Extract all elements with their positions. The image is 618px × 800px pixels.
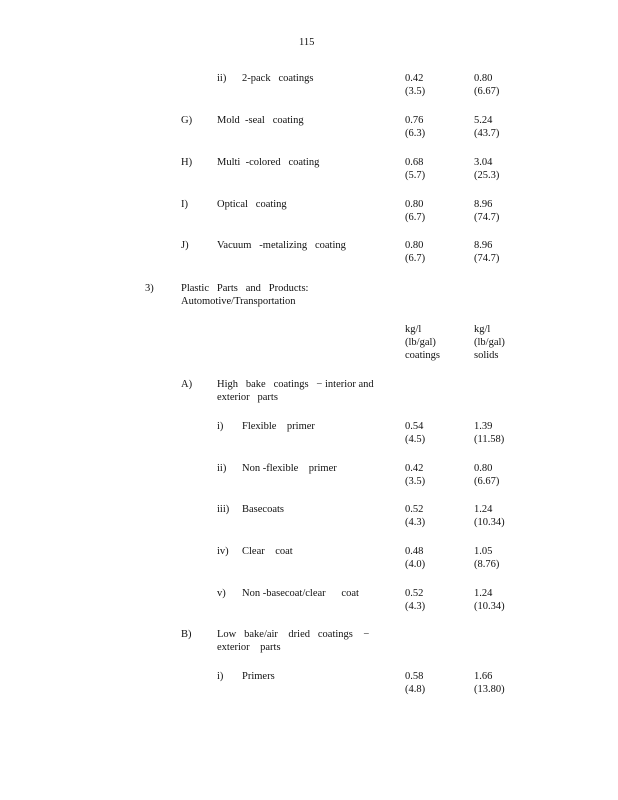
solids-kg: 1.05 [474, 546, 493, 557]
row-label: Primers [242, 671, 275, 682]
row-label: Basecoats [242, 504, 284, 515]
coatings-kg: 0.58 [405, 671, 424, 682]
solids-kg: 1.24 [474, 504, 493, 515]
header-line: solids [474, 350, 499, 361]
coatings-kg: 0.48 [405, 546, 424, 557]
row-marker: I) [181, 199, 188, 210]
coatings-kg: 0.52 [405, 504, 424, 515]
row-marker: J) [181, 240, 189, 251]
coatings-lb: (4.8) [405, 684, 426, 695]
solids-kg: 1.39 [474, 421, 493, 432]
row-marker: G) [181, 115, 193, 126]
coatings-lb: (6.3) [405, 128, 426, 139]
solids-kg: 3.04 [474, 157, 493, 168]
coatings-kg: 0.76 [405, 115, 424, 126]
row-label: Flexible primer [242, 421, 315, 432]
solids-lb: (25.3) [474, 170, 500, 181]
row-marker: i) [217, 421, 224, 432]
row-label: Non -flexible primer [242, 463, 337, 474]
coatings-lb: (6.7) [405, 212, 426, 223]
coatings-lb: (4.3) [405, 601, 426, 612]
row-marker: v) [217, 588, 226, 599]
solids-lb: (10.34) [474, 517, 505, 528]
header-line: kg/l [474, 324, 491, 335]
group-title-line1: Low bake/air dried coatings − [217, 629, 370, 640]
group-marker: B) [181, 629, 192, 640]
row-label: Multi -colored coating [217, 157, 320, 168]
solids-lb: (11.58) [474, 434, 505, 445]
coatings-kg: 0.42 [405, 463, 424, 474]
coatings-lb: (6.7) [405, 253, 426, 264]
solids-kg: 1.66 [474, 671, 493, 682]
header-line: kg/l [405, 324, 422, 335]
group-marker: A) [181, 379, 193, 390]
solids-lb: (74.7) [474, 253, 500, 264]
solids-kg: 1.24 [474, 588, 493, 599]
row-marker: i) [217, 671, 224, 682]
row-marker: iv) [217, 546, 229, 557]
solids-lb: (43.7) [474, 128, 500, 139]
solids-lb: (10.34) [474, 601, 505, 612]
row-label: Vacuum -metalizing coating [217, 240, 346, 251]
row-marker: iii) [217, 504, 230, 515]
header-line: (lb/gal) [474, 337, 505, 348]
solids-lb: (6.67) [474, 86, 500, 97]
solids-lb: (8.76) [474, 559, 500, 570]
row-label: 2-pack coatings [242, 73, 314, 84]
coatings-lb: (4.5) [405, 434, 426, 445]
solids-kg: 0.80 [474, 73, 493, 84]
coatings-lb: (3.5) [405, 86, 426, 97]
coatings-lb: (5.7) [405, 170, 426, 181]
row-label: Clear coat [242, 546, 293, 557]
coatings-kg: 0.80 [405, 199, 424, 210]
row-marker: H) [181, 157, 193, 168]
coatings-kg: 0.80 [405, 240, 424, 251]
row-marker: ii) [217, 73, 227, 84]
section-number: 3) [145, 283, 154, 294]
page-number: 115 [299, 37, 315, 48]
coatings-lb: (3.5) [405, 476, 426, 487]
solids-kg: 8.96 [474, 240, 493, 251]
solids-lb: (74.7) [474, 212, 500, 223]
row-marker: ii) [217, 463, 227, 474]
group-title-line2: exterior parts [217, 642, 281, 653]
coatings-kg: 0.54 [405, 421, 424, 432]
header-line: (lb/gal) [405, 337, 436, 348]
header-line: coatings [405, 350, 440, 361]
coatings-kg: 0.52 [405, 588, 424, 599]
row-label: Optical coating [217, 199, 287, 210]
group-title-line2: exterior parts [217, 392, 278, 403]
solids-kg: 5.24 [474, 115, 493, 126]
section-title-line2: Automotive/Transportation [181, 296, 296, 307]
group-title-line1: High bake coatings − interior and [217, 379, 374, 390]
coatings-kg: 0.42 [405, 73, 424, 84]
coatings-kg: 0.68 [405, 157, 424, 168]
coatings-lb: (4.0) [405, 559, 426, 570]
solids-lb: (6.67) [474, 476, 500, 487]
row-label: Mold -seal coating [217, 115, 304, 126]
row-label: Non -basecoat/clear coat [242, 588, 359, 599]
coatings-lb: (4.3) [405, 517, 426, 528]
section-title-line1: Plastic Parts and Products: [181, 283, 309, 294]
solids-kg: 8.96 [474, 199, 493, 210]
solids-kg: 0.80 [474, 463, 493, 474]
solids-lb: (13.80) [474, 684, 505, 695]
